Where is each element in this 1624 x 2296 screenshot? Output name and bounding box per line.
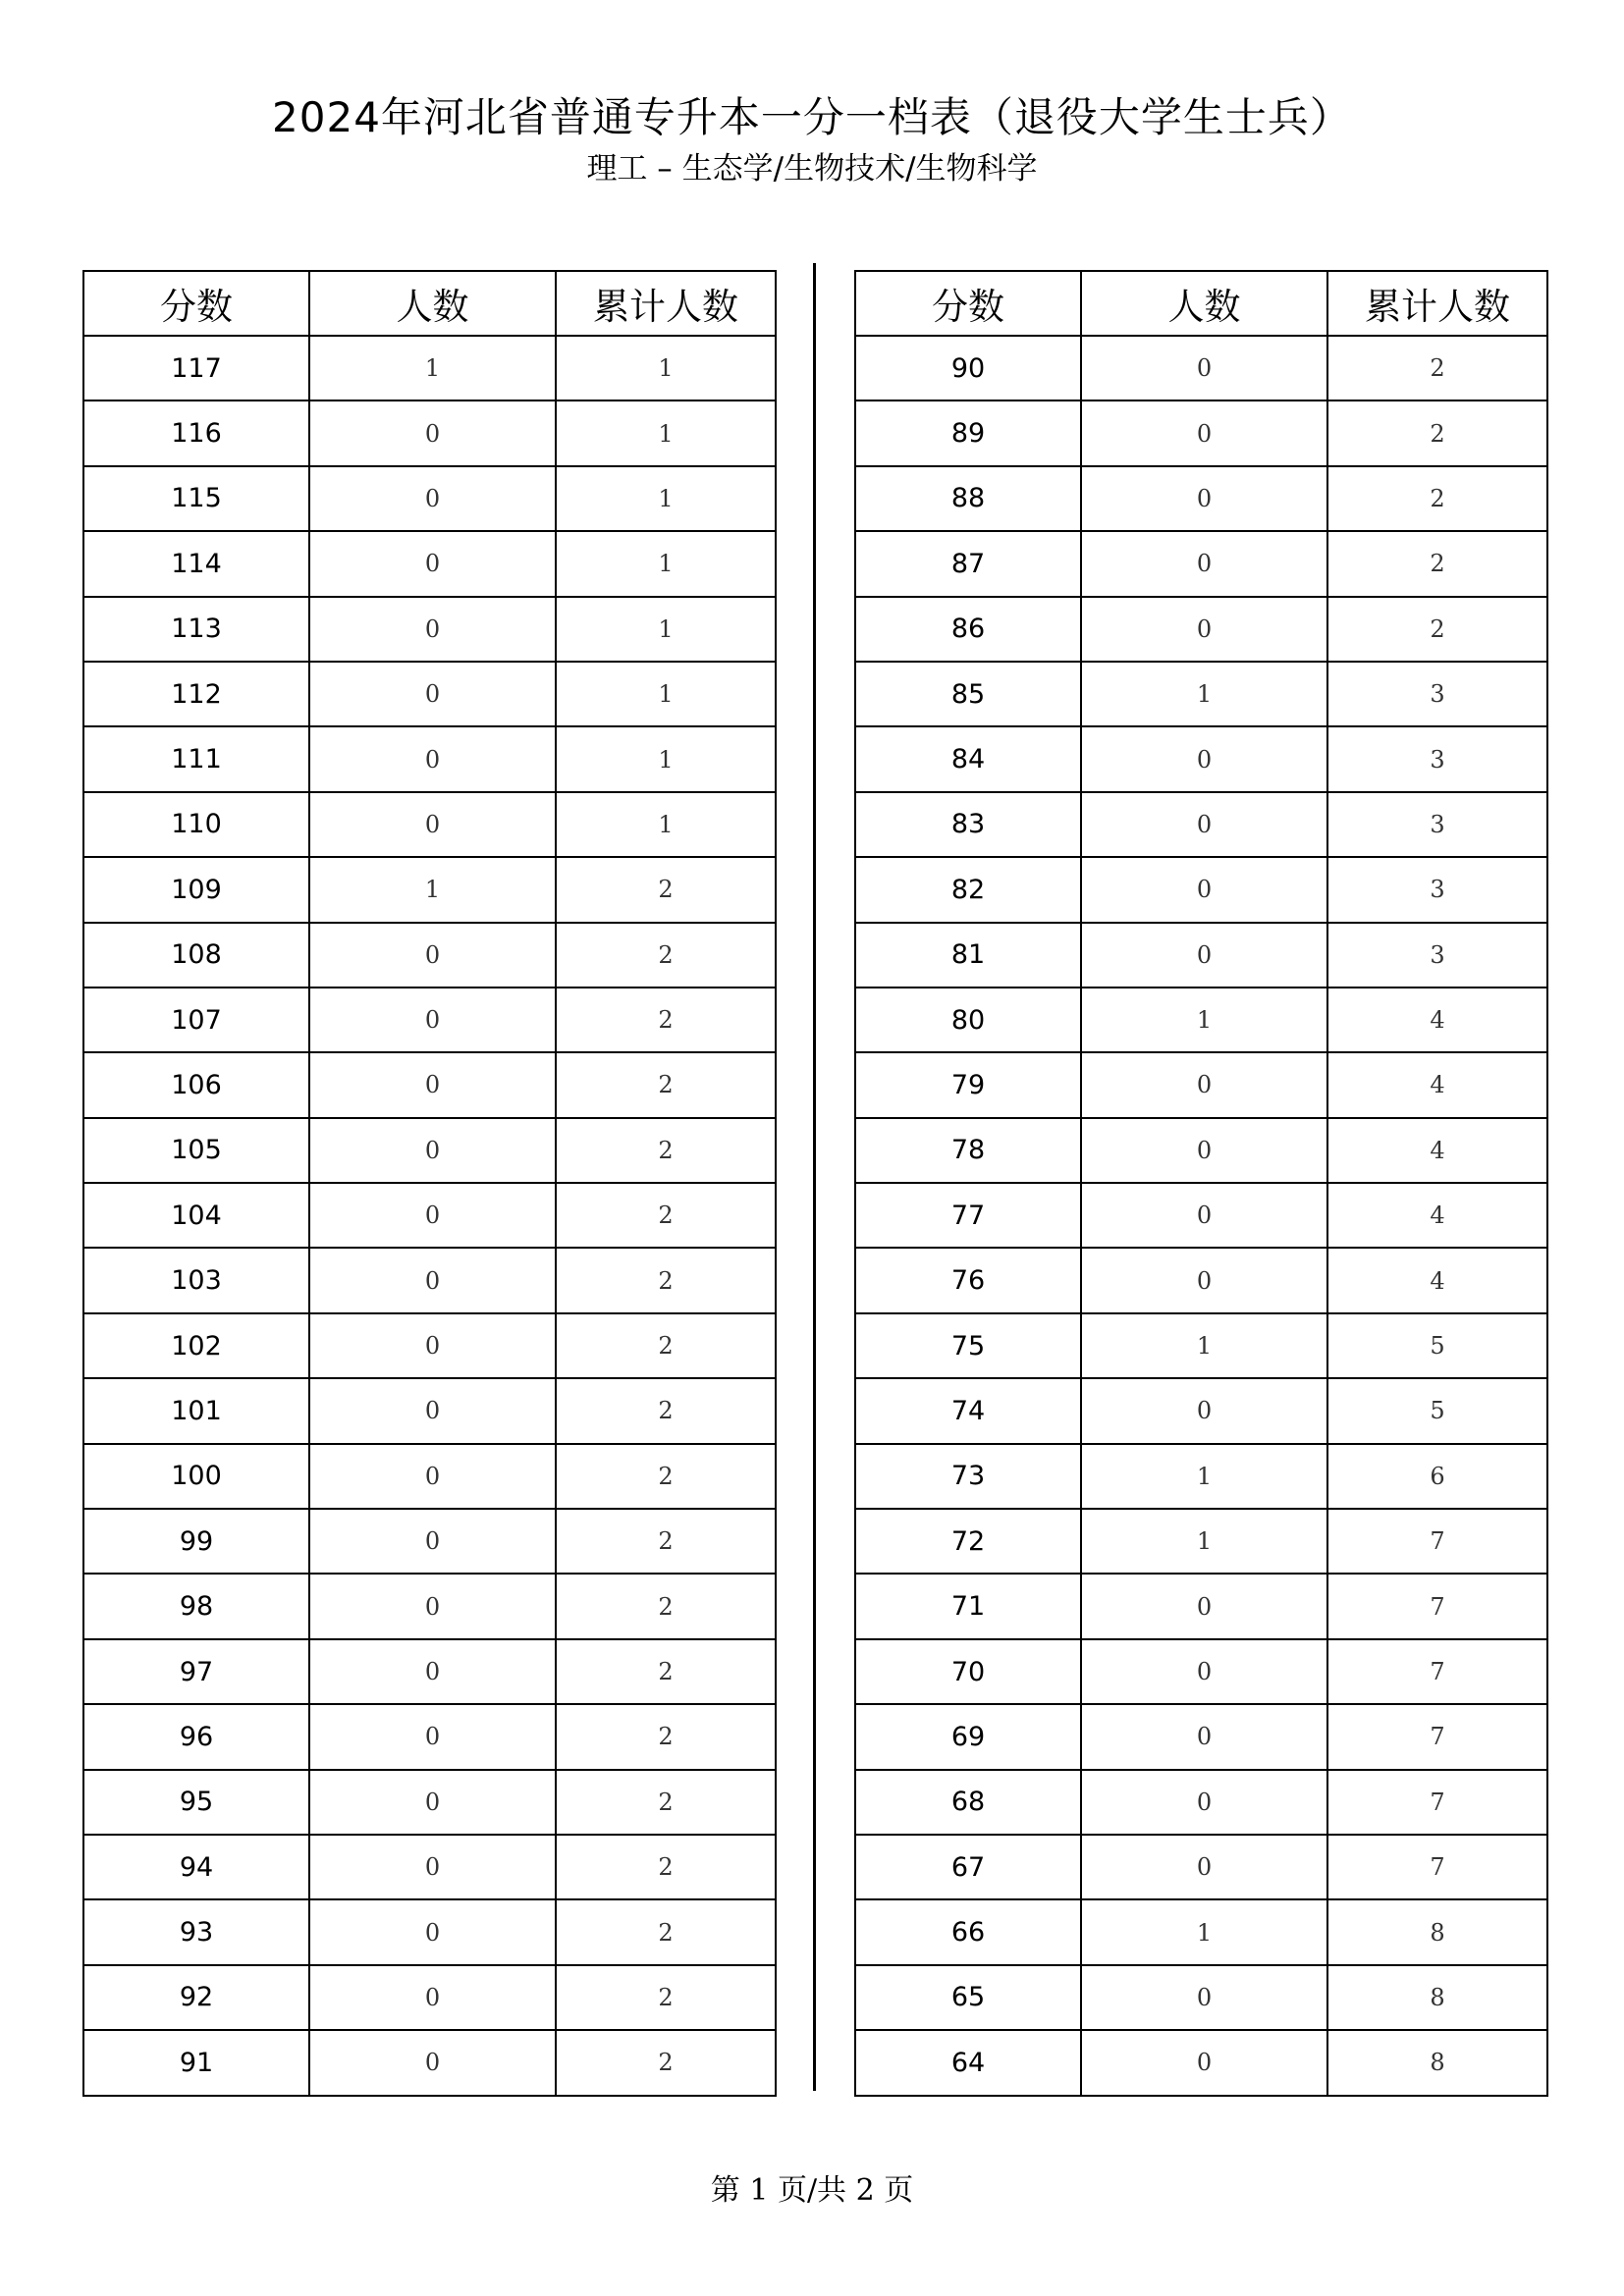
page-subtitle: 理工 – 生态学/生物技术/生物科学 bbox=[586, 151, 1038, 187]
cumulative-cell: 6 bbox=[1327, 1444, 1547, 1509]
count-cell: 0 bbox=[309, 1118, 556, 1183]
table-row bbox=[83, 466, 776, 531]
cumulative-cell: 1 bbox=[556, 400, 776, 465]
score-cell: 85 bbox=[855, 662, 1081, 726]
header-score: 分数 bbox=[83, 271, 309, 336]
count-cell: 0 bbox=[309, 1770, 556, 1835]
table-row bbox=[83, 1639, 776, 1704]
table-row bbox=[83, 923, 776, 988]
count-cell: 0 bbox=[309, 1183, 556, 1248]
score-cell: 80 bbox=[855, 988, 1081, 1052]
table-row bbox=[83, 1770, 776, 1835]
table-row bbox=[83, 1183, 776, 1248]
score-cell: 106 bbox=[83, 1052, 309, 1117]
count-cell: 0 bbox=[309, 1378, 556, 1443]
count-cell: 0 bbox=[1081, 531, 1327, 596]
table-row bbox=[855, 1052, 1547, 1117]
table-row bbox=[855, 466, 1547, 531]
count-cell: 0 bbox=[309, 923, 556, 988]
cumulative-cell: 1 bbox=[556, 662, 776, 726]
table-row bbox=[855, 2030, 1547, 2095]
count-cell: 0 bbox=[1081, 726, 1327, 791]
score-cell: 82 bbox=[855, 857, 1081, 922]
cumulative-cell: 2 bbox=[556, 1899, 776, 1964]
count-cell: 0 bbox=[1081, 923, 1327, 988]
table-row bbox=[855, 857, 1547, 922]
count-cell: 0 bbox=[1081, 2030, 1327, 2095]
cumulative-cell: 2 bbox=[556, 1965, 776, 2030]
cumulative-cell: 1 bbox=[556, 792, 776, 857]
table-row bbox=[855, 1248, 1547, 1312]
table-row bbox=[855, 1118, 1547, 1183]
score-cell: 107 bbox=[83, 988, 309, 1052]
score-cell: 92 bbox=[83, 1965, 309, 2030]
cumulative-cell: 7 bbox=[1327, 1770, 1547, 1835]
score-cell: 89 bbox=[855, 400, 1081, 465]
score-cell: 100 bbox=[83, 1444, 309, 1509]
score-cell: 86 bbox=[855, 597, 1081, 662]
score-cell: 75 bbox=[855, 1313, 1081, 1378]
table-row bbox=[83, 1509, 776, 1574]
count-cell: 0 bbox=[1081, 597, 1327, 662]
table-body-right bbox=[855, 336, 1547, 2096]
cumulative-cell: 2 bbox=[556, 1118, 776, 1183]
cumulative-cell: 7 bbox=[1327, 1835, 1547, 1899]
count-cell: 1 bbox=[309, 336, 556, 400]
score-cell: 93 bbox=[83, 1899, 309, 1964]
count-cell: 0 bbox=[309, 2030, 556, 2095]
count-cell: 0 bbox=[309, 988, 556, 1052]
cumulative-cell: 1 bbox=[556, 336, 776, 400]
cumulative-cell: 7 bbox=[1327, 1509, 1547, 1574]
count-cell: 0 bbox=[1081, 1965, 1327, 2030]
score-cell: 94 bbox=[83, 1835, 309, 1899]
cumulative-cell: 1 bbox=[556, 726, 776, 791]
table-row bbox=[83, 597, 776, 662]
cumulative-cell: 2 bbox=[556, 1704, 776, 1769]
cumulative-cell: 4 bbox=[1327, 1118, 1547, 1183]
cumulative-cell: 3 bbox=[1327, 792, 1547, 857]
score-cell: 78 bbox=[855, 1118, 1081, 1183]
count-cell: 0 bbox=[1081, 1248, 1327, 1312]
cumulative-cell: 2 bbox=[556, 2030, 776, 2095]
table-row bbox=[855, 1899, 1547, 1964]
table-row bbox=[855, 1574, 1547, 1638]
table-row bbox=[855, 1378, 1547, 1443]
cumulative-cell: 4 bbox=[1327, 988, 1547, 1052]
table-row bbox=[855, 1835, 1547, 1899]
cumulative-cell: 2 bbox=[1327, 597, 1547, 662]
score-cell: 88 bbox=[855, 466, 1081, 531]
cumulative-cell: 2 bbox=[556, 1509, 776, 1574]
header-cumulative: 累计人数 bbox=[1327, 271, 1547, 336]
score-cell: 76 bbox=[855, 1248, 1081, 1312]
count-cell: 0 bbox=[309, 531, 556, 596]
cumulative-cell: 8 bbox=[1327, 1965, 1547, 2030]
table-row bbox=[855, 988, 1547, 1052]
count-cell: 0 bbox=[1081, 1118, 1327, 1183]
score-cell: 68 bbox=[855, 1770, 1081, 1835]
count-cell: 1 bbox=[1081, 662, 1327, 726]
cumulative-cell: 2 bbox=[556, 1052, 776, 1117]
count-cell: 0 bbox=[309, 1509, 556, 1574]
count-cell: 0 bbox=[309, 1313, 556, 1378]
cumulative-cell: 7 bbox=[1327, 1574, 1547, 1638]
cumulative-cell: 2 bbox=[556, 1183, 776, 1248]
count-cell: 0 bbox=[1081, 1835, 1327, 1899]
score-cell: 110 bbox=[83, 792, 309, 857]
count-cell: 0 bbox=[1081, 1770, 1327, 1835]
table-row bbox=[83, 1378, 776, 1443]
count-cell: 0 bbox=[1081, 1704, 1327, 1769]
table-row bbox=[855, 792, 1547, 857]
count-cell: 0 bbox=[1081, 1639, 1327, 1704]
count-cell: 0 bbox=[309, 662, 556, 726]
header-count: 人数 bbox=[309, 271, 556, 336]
table-row bbox=[83, 1052, 776, 1117]
table-row bbox=[855, 1444, 1547, 1509]
table-row bbox=[855, 400, 1547, 465]
cumulative-cell: 4 bbox=[1327, 1248, 1547, 1312]
score-cell: 117 bbox=[83, 336, 309, 400]
score-cell: 77 bbox=[855, 1183, 1081, 1248]
count-cell: 0 bbox=[309, 1574, 556, 1638]
count-cell: 0 bbox=[309, 1444, 556, 1509]
count-cell: 0 bbox=[1081, 1378, 1327, 1443]
count-cell: 0 bbox=[309, 1965, 556, 2030]
table-row bbox=[855, 662, 1547, 726]
table-body-left bbox=[83, 336, 776, 2096]
score-cell: 102 bbox=[83, 1313, 309, 1378]
cumulative-cell: 2 bbox=[556, 1574, 776, 1638]
table-row bbox=[855, 923, 1547, 988]
score-cell: 84 bbox=[855, 726, 1081, 791]
table-row bbox=[83, 1899, 776, 1964]
cumulative-cell: 3 bbox=[1327, 923, 1547, 988]
table-row bbox=[855, 1770, 1547, 1835]
count-cell: 0 bbox=[309, 1835, 556, 1899]
score-cell: 103 bbox=[83, 1248, 309, 1312]
count-cell: 0 bbox=[1081, 1183, 1327, 1248]
cumulative-cell: 3 bbox=[1327, 726, 1547, 791]
cumulative-cell: 4 bbox=[1327, 1183, 1547, 1248]
table-row bbox=[83, 662, 776, 726]
header-count: 人数 bbox=[1081, 271, 1327, 336]
cumulative-cell: 1 bbox=[556, 466, 776, 531]
count-cell: 0 bbox=[1081, 1052, 1327, 1117]
table-row bbox=[83, 1248, 776, 1312]
score-table-right bbox=[854, 270, 1548, 2097]
cumulative-cell: 8 bbox=[1327, 1899, 1547, 1964]
cumulative-cell: 2 bbox=[1327, 400, 1547, 465]
score-cell: 83 bbox=[855, 792, 1081, 857]
count-cell: 1 bbox=[1081, 1899, 1327, 1964]
score-cell: 96 bbox=[83, 1704, 309, 1769]
table-row bbox=[83, 1704, 776, 1769]
table-row bbox=[855, 336, 1547, 400]
cumulative-cell: 2 bbox=[1327, 336, 1547, 400]
table-row bbox=[83, 400, 776, 465]
cumulative-cell: 3 bbox=[1327, 662, 1547, 726]
table-row bbox=[855, 726, 1547, 791]
count-cell: 0 bbox=[309, 1248, 556, 1312]
count-cell: 0 bbox=[309, 1899, 556, 1964]
table-row bbox=[83, 1118, 776, 1183]
table-row bbox=[83, 531, 776, 596]
count-cell: 0 bbox=[309, 597, 556, 662]
count-cell: 0 bbox=[309, 1704, 556, 1769]
table-row bbox=[83, 988, 776, 1052]
score-cell: 70 bbox=[855, 1639, 1081, 1704]
cumulative-cell: 5 bbox=[1327, 1378, 1547, 1443]
score-cell: 66 bbox=[855, 1899, 1081, 1964]
score-cell: 71 bbox=[855, 1574, 1081, 1638]
score-cell: 114 bbox=[83, 531, 309, 596]
score-cell: 109 bbox=[83, 857, 309, 922]
score-cell: 112 bbox=[83, 662, 309, 726]
score-cell: 74 bbox=[855, 1378, 1081, 1443]
table-row bbox=[83, 1574, 776, 1638]
count-cell: 0 bbox=[309, 726, 556, 791]
score-cell: 67 bbox=[855, 1835, 1081, 1899]
count-cell: 0 bbox=[309, 466, 556, 531]
count-cell: 0 bbox=[1081, 857, 1327, 922]
table-row bbox=[855, 1183, 1547, 1248]
count-cell: 1 bbox=[1081, 988, 1327, 1052]
cumulative-cell: 2 bbox=[556, 857, 776, 922]
count-cell: 0 bbox=[309, 1052, 556, 1117]
score-cell: 73 bbox=[855, 1444, 1081, 1509]
score-cell: 65 bbox=[855, 1965, 1081, 2030]
score-cell: 97 bbox=[83, 1639, 309, 1704]
score-cell: 101 bbox=[83, 1378, 309, 1443]
score-cell: 115 bbox=[83, 466, 309, 531]
header-cumulative: 累计人数 bbox=[556, 271, 776, 336]
score-cell: 81 bbox=[855, 923, 1081, 988]
score-cell: 72 bbox=[855, 1509, 1081, 1574]
score-cell: 113 bbox=[83, 597, 309, 662]
count-cell: 1 bbox=[1081, 1313, 1327, 1378]
table-row bbox=[855, 1639, 1547, 1704]
cumulative-cell: 7 bbox=[1327, 1704, 1547, 1769]
table-row bbox=[83, 2030, 776, 2095]
score-cell: 90 bbox=[855, 336, 1081, 400]
score-cell: 108 bbox=[83, 923, 309, 988]
score-cell: 95 bbox=[83, 1770, 309, 1835]
count-cell: 1 bbox=[1081, 1444, 1327, 1509]
cumulative-cell: 2 bbox=[556, 923, 776, 988]
score-cell: 69 bbox=[855, 1704, 1081, 1769]
score-cell: 79 bbox=[855, 1052, 1081, 1117]
cumulative-cell: 3 bbox=[1327, 857, 1547, 922]
table-row bbox=[83, 1835, 776, 1899]
score-cell: 64 bbox=[855, 2030, 1081, 2095]
table-row bbox=[855, 1313, 1547, 1378]
score-cell: 98 bbox=[83, 1574, 309, 1638]
cumulative-cell: 2 bbox=[556, 1639, 776, 1704]
score-table-left bbox=[82, 270, 777, 2097]
count-cell: 0 bbox=[309, 792, 556, 857]
table-row bbox=[855, 1509, 1547, 1574]
table-row bbox=[83, 1444, 776, 1509]
table-row bbox=[83, 857, 776, 922]
table-row bbox=[855, 597, 1547, 662]
table-row bbox=[855, 1965, 1547, 2030]
cumulative-cell: 2 bbox=[556, 1835, 776, 1899]
header-score: 分数 bbox=[855, 271, 1081, 336]
count-cell: 0 bbox=[1081, 1574, 1327, 1638]
page-footer: 第 1 页/共 2 页 bbox=[710, 2173, 914, 2208]
cumulative-cell: 2 bbox=[556, 1444, 776, 1509]
score-cell: 91 bbox=[83, 2030, 309, 2095]
cumulative-cell: 2 bbox=[1327, 466, 1547, 531]
count-cell: 0 bbox=[1081, 792, 1327, 857]
count-cell: 0 bbox=[309, 1639, 556, 1704]
cumulative-cell: 2 bbox=[556, 988, 776, 1052]
column-divider bbox=[813, 263, 816, 2091]
cumulative-cell: 1 bbox=[556, 531, 776, 596]
cumulative-cell: 2 bbox=[556, 1248, 776, 1312]
count-cell: 1 bbox=[1081, 1509, 1327, 1574]
score-cell: 99 bbox=[83, 1509, 309, 1574]
table-row bbox=[83, 726, 776, 791]
score-cell: 116 bbox=[83, 400, 309, 465]
count-cell: 1 bbox=[309, 857, 556, 922]
cumulative-cell: 2 bbox=[556, 1378, 776, 1443]
score-cell: 105 bbox=[83, 1118, 309, 1183]
cumulative-cell: 2 bbox=[1327, 531, 1547, 596]
table-header-row bbox=[855, 271, 1547, 336]
page-title: 2024年河北省普通专升本一分一档表（退役大学生士兵） bbox=[272, 93, 1352, 141]
score-cell: 111 bbox=[83, 726, 309, 791]
count-cell: 0 bbox=[1081, 466, 1327, 531]
cumulative-cell: 2 bbox=[556, 1770, 776, 1835]
score-cell: 104 bbox=[83, 1183, 309, 1248]
cumulative-cell: 1 bbox=[556, 597, 776, 662]
score-cell: 87 bbox=[855, 531, 1081, 596]
table-row bbox=[83, 1965, 776, 2030]
table-header-row bbox=[83, 271, 776, 336]
count-cell: 0 bbox=[309, 400, 556, 465]
cumulative-cell: 5 bbox=[1327, 1313, 1547, 1378]
table-row bbox=[83, 336, 776, 400]
cumulative-cell: 8 bbox=[1327, 2030, 1547, 2095]
table-row bbox=[83, 792, 776, 857]
count-cell: 0 bbox=[1081, 400, 1327, 465]
cumulative-cell: 2 bbox=[556, 1313, 776, 1378]
cumulative-cell: 4 bbox=[1327, 1052, 1547, 1117]
table-row bbox=[855, 531, 1547, 596]
cumulative-cell: 7 bbox=[1327, 1639, 1547, 1704]
table-row bbox=[855, 1704, 1547, 1769]
count-cell: 0 bbox=[1081, 336, 1327, 400]
table-row bbox=[83, 1313, 776, 1378]
